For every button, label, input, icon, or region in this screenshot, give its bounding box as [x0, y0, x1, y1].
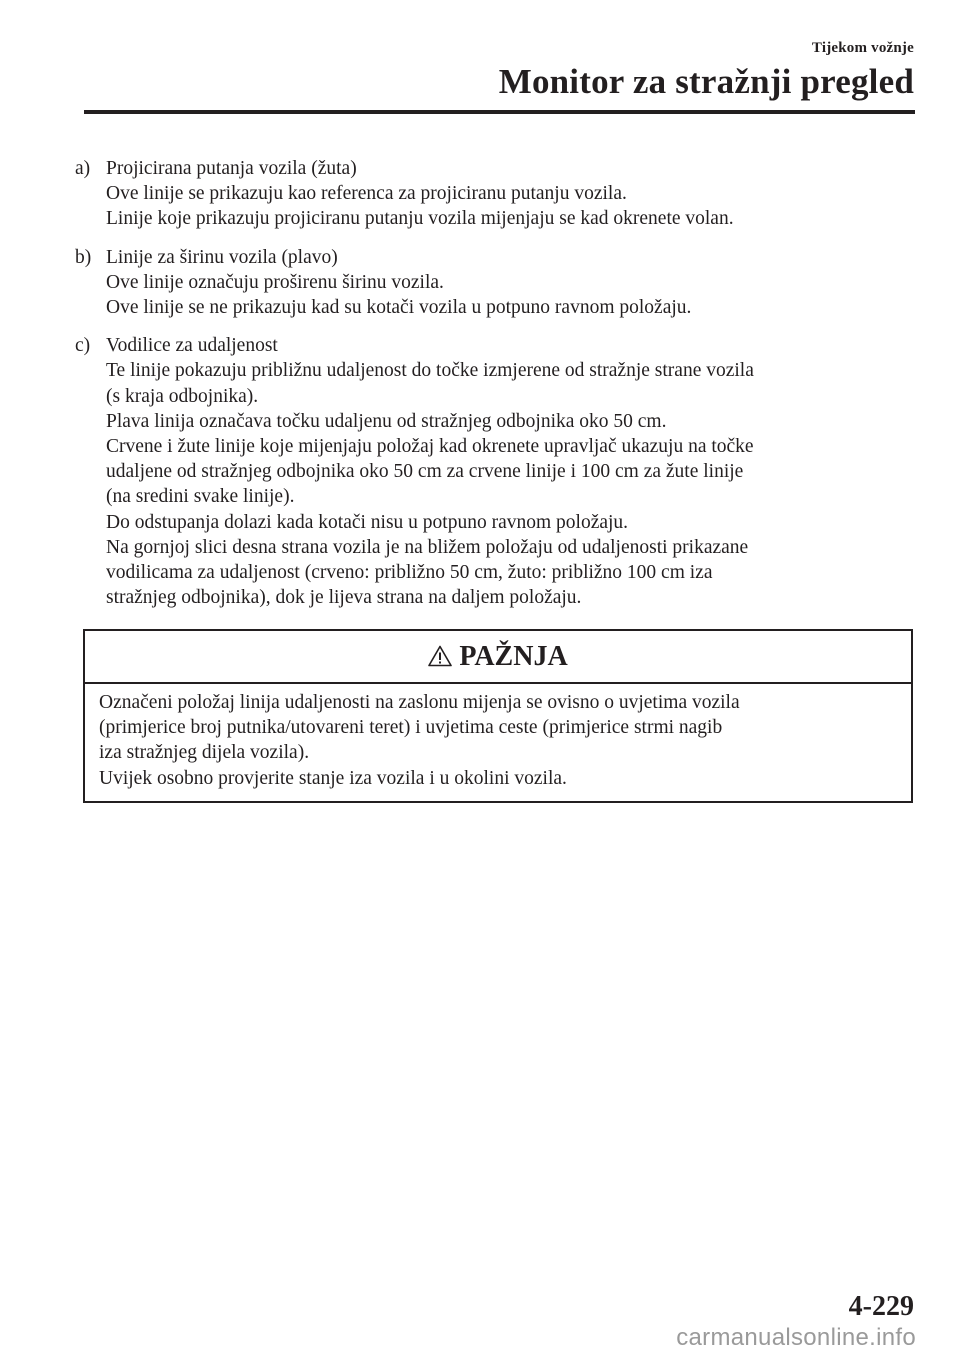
caution-line: iza stražnjeg dijela vozila).: [99, 742, 310, 764]
item-marker: c): [75, 335, 91, 357]
list-item-c: [75, 333, 895, 610]
item-line: stražnjeg odbojnika), dok je lijeva strana na daljem položaju.: [106, 587, 582, 609]
main-content: [75, 156, 895, 623]
item-line: Plava linija označava točku udaljenu od stražnjeg odbojnika oko 50 cm.: [106, 410, 667, 432]
header-divider: [84, 110, 915, 114]
item-line: (s kraja odbojnika).: [106, 385, 259, 407]
item-line: Crvene i žute linije koje mijenjaju položaj kad okrenete upravljač ukazuju na točke: [106, 436, 754, 458]
caution-box: [83, 629, 913, 803]
warning-triangle-icon: [428, 645, 452, 667]
item-heading: Vodilice za udaljenost: [106, 335, 278, 357]
item-line: vodilicama za udaljenost (crveno: približno 50 cm, žuto: približno 100 cm iza: [106, 562, 713, 584]
item-heading: Linije za širinu vozila (plavo): [106, 246, 338, 268]
item-line: udaljene od stražnjeg odbojnika oko 50 cm za crvene linije i 100 cm za žute linije: [106, 461, 744, 483]
list-item-b: [75, 245, 895, 321]
item-line: Ove linije se ne prikazuju kad su kotači vozila u potpuno ravnom položaju.: [106, 297, 692, 319]
item-heading: Projicirana putanja vozila (žuta): [106, 158, 357, 179]
section-label: Tijekom vožnje: [811, 40, 914, 56]
item-line: Ove linije označuju proširenu širinu vozila.: [106, 271, 444, 293]
caution-header: [85, 631, 911, 684]
item-marker: b): [75, 246, 92, 268]
caution-body: [85, 684, 911, 791]
item-line: Ove linije se prikazuju kao referenca za projiciranu putanju vozila.: [106, 183, 627, 205]
watermark: carmanualsonline.info: [676, 1324, 916, 1351]
item-line: Do odstupanja dolazi kada kotači nisu u potpuno ravnom položaju.: [106, 511, 629, 533]
caution-line: Uvijek osobno provjerite stanje iza vozila i u okolini vozila.: [99, 767, 567, 789]
item-marker: a): [75, 158, 91, 179]
list-item-a: [75, 156, 895, 232]
item-line: Linije koje prikazuju projiciranu putanju vozila mijenjaju se kad okrenete volan.: [106, 208, 734, 230]
item-line: Na gornjoj slici desna strana vozila je na bližem položaju od udaljenosti prikazane: [106, 536, 749, 558]
page-number: 4-229: [848, 1291, 914, 1322]
item-line: Te linije pokazuju približnu udaljenost do točke izmjerene od stražnje strane vozila: [106, 360, 754, 382]
caution-title: PAŽNJA: [459, 640, 568, 672]
item-line: (na sredini svake linije).: [106, 486, 295, 508]
page-title: Monitor za stražnji pregled: [498, 62, 914, 101]
caution-line: (primjerice broj putnika/utovareni teret) i uvjetima ceste (primjerice strmi nagib: [99, 717, 723, 739]
caution-line: Označeni položaj linija udaljenosti na zaslonu mijenja se ovisno o uvjetima vozila: [99, 692, 740, 713]
